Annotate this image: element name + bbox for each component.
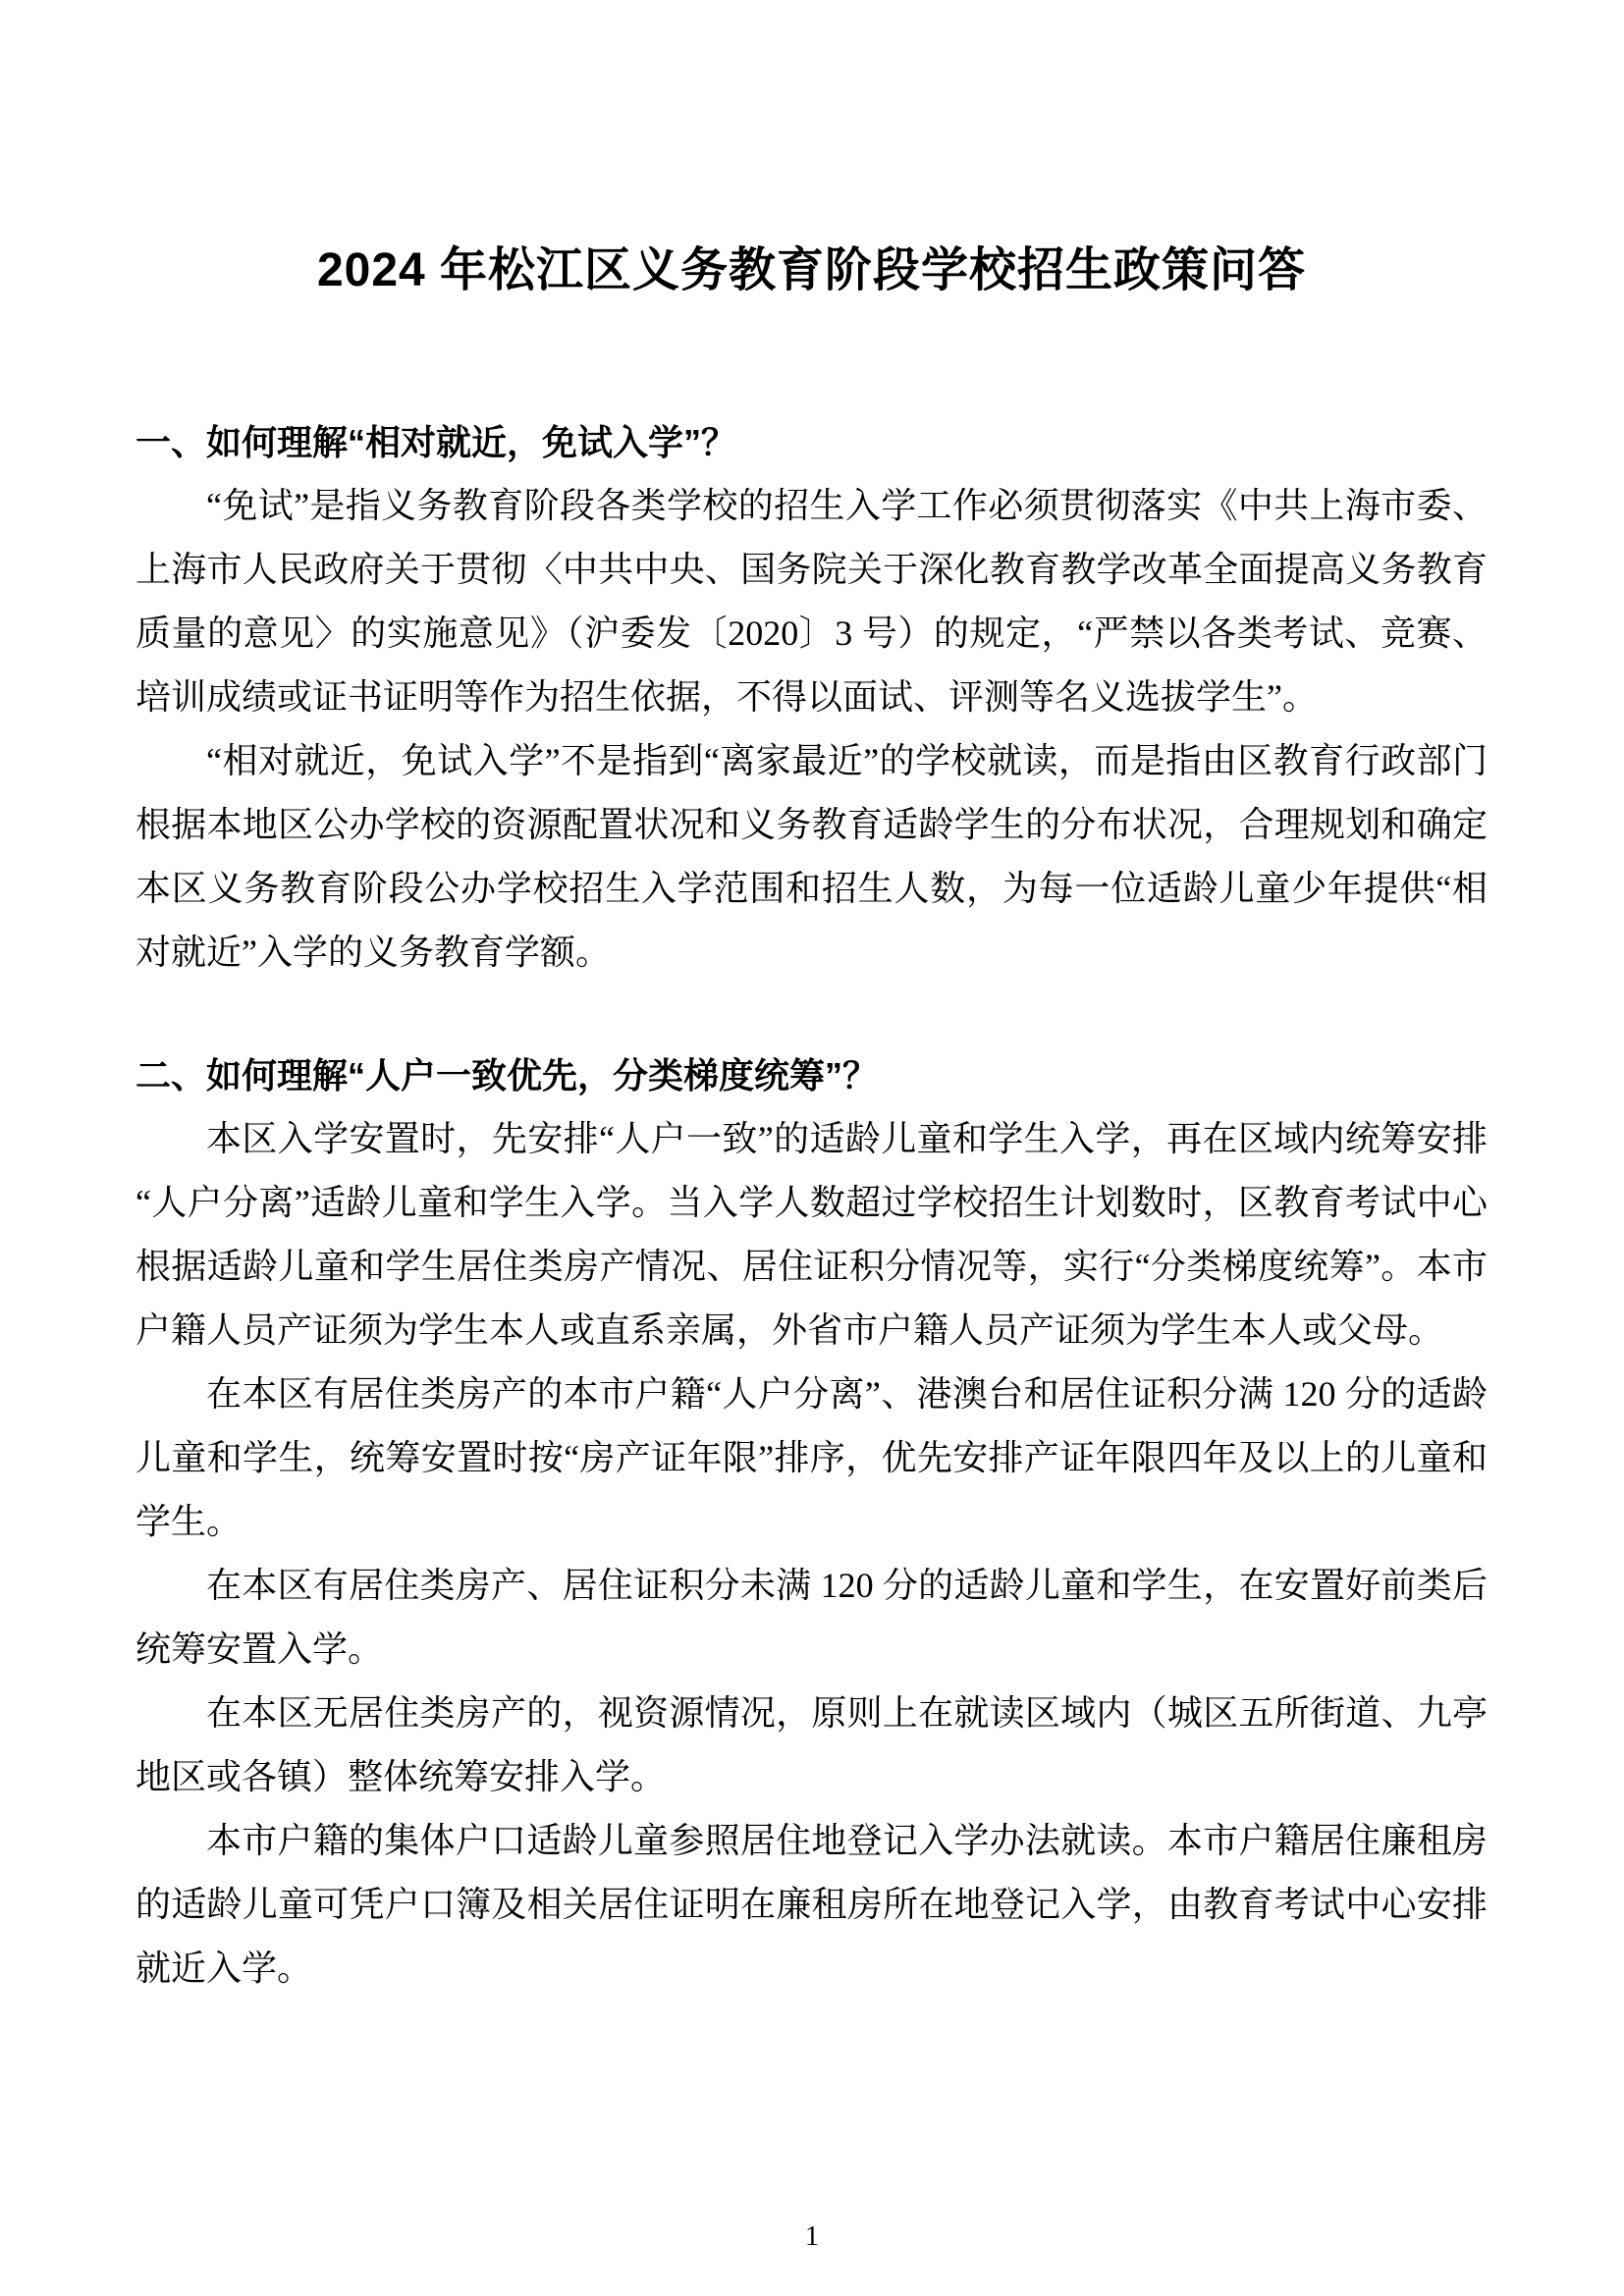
section-2-paragraph-5: 本市户籍的集体户口适龄儿童参照居住地登记入学办法就读。本市户籍居住廉租房的适龄儿童可凭户口簿及相关居住证明在廉租房所在地登记入学，由教育考试中心安排就近入学。	[135, 1821, 1488, 1988]
section-2-paragraph-3: 在本区有居住类房产、居住证积分未满 120 分的适龄儿童和学生，在安置好前类后统筹安置入学。	[135, 1566, 1488, 1669]
section-2-paragraph-1: 本区入学安置时，先安排“人户一致”的适龄儿童和学生入学，再在区域内统筹安排“人户分离”适龄儿童和学生入学。当入学人数超过学校招生计划数时，区教育考试中心根据适龄儿童和学生居住类房产情况、居住证积分情况等，实行“分类梯度统筹”。本市户籍人员产证须为学生本人或直系亲属，外省市户籍人员产证须为学生本人或父母。	[135, 1119, 1488, 1350]
section-2-heading: 二、如何理解“人户一致优先，分类梯度统筹”？	[135, 1055, 879, 1095]
page-title: 2024 年松江区义务教育阶段学校招生政策问答	[316, 244, 1307, 296]
page-number: 1	[805, 2221, 819, 2252]
section-2-paragraph-2: 在本区有居住类房产的本市户籍“人户分离”、港澳台和居住证积分满 120 分的适龄儿童和学生，统筹安置时按“房产证年限”排序，优先安排产证年限四年及以上的儿童和学生。	[135, 1374, 1488, 1541]
section-1-paragraph-2: “相对就近，免试入学”不是指到“离家最近”的学校就读，而是指由区教育行政部门根据本地区公办学校的资源配置状况和义务教育适龄学生的分布状况，合理规划和确定本区义务教育阶段公办学校招生入学范围和招生人数，为每一位适龄儿童少年提供“相对就近”入学的义务教育学额。	[135, 741, 1488, 972]
section-1-heading: 一、如何理解“相对就近，免试入学”？	[135, 422, 737, 462]
section-1-paragraph-1: “免试”是指义务教育阶段各类学校的招生入学工作必须贯彻落实《中共上海市委、上海市人民政府关于贯彻〈中共中央、国务院关于深化教育教学改革全面提高义务教育质量的意见〉的实施意见》（沪委发〔2020〕3 号）的规定，“严禁以各类考试、竞赛、培训成绩或证书证明等作为招生依据，不得以面试、评测等名义选拔学生”。	[135, 486, 1488, 717]
section-2-paragraph-4: 在本区无居住类房产的，视资源情况，原则上在就读区域内（城区五所街道、九亭地区或各镇）整体统筹安排入学。	[135, 1693, 1488, 1796]
